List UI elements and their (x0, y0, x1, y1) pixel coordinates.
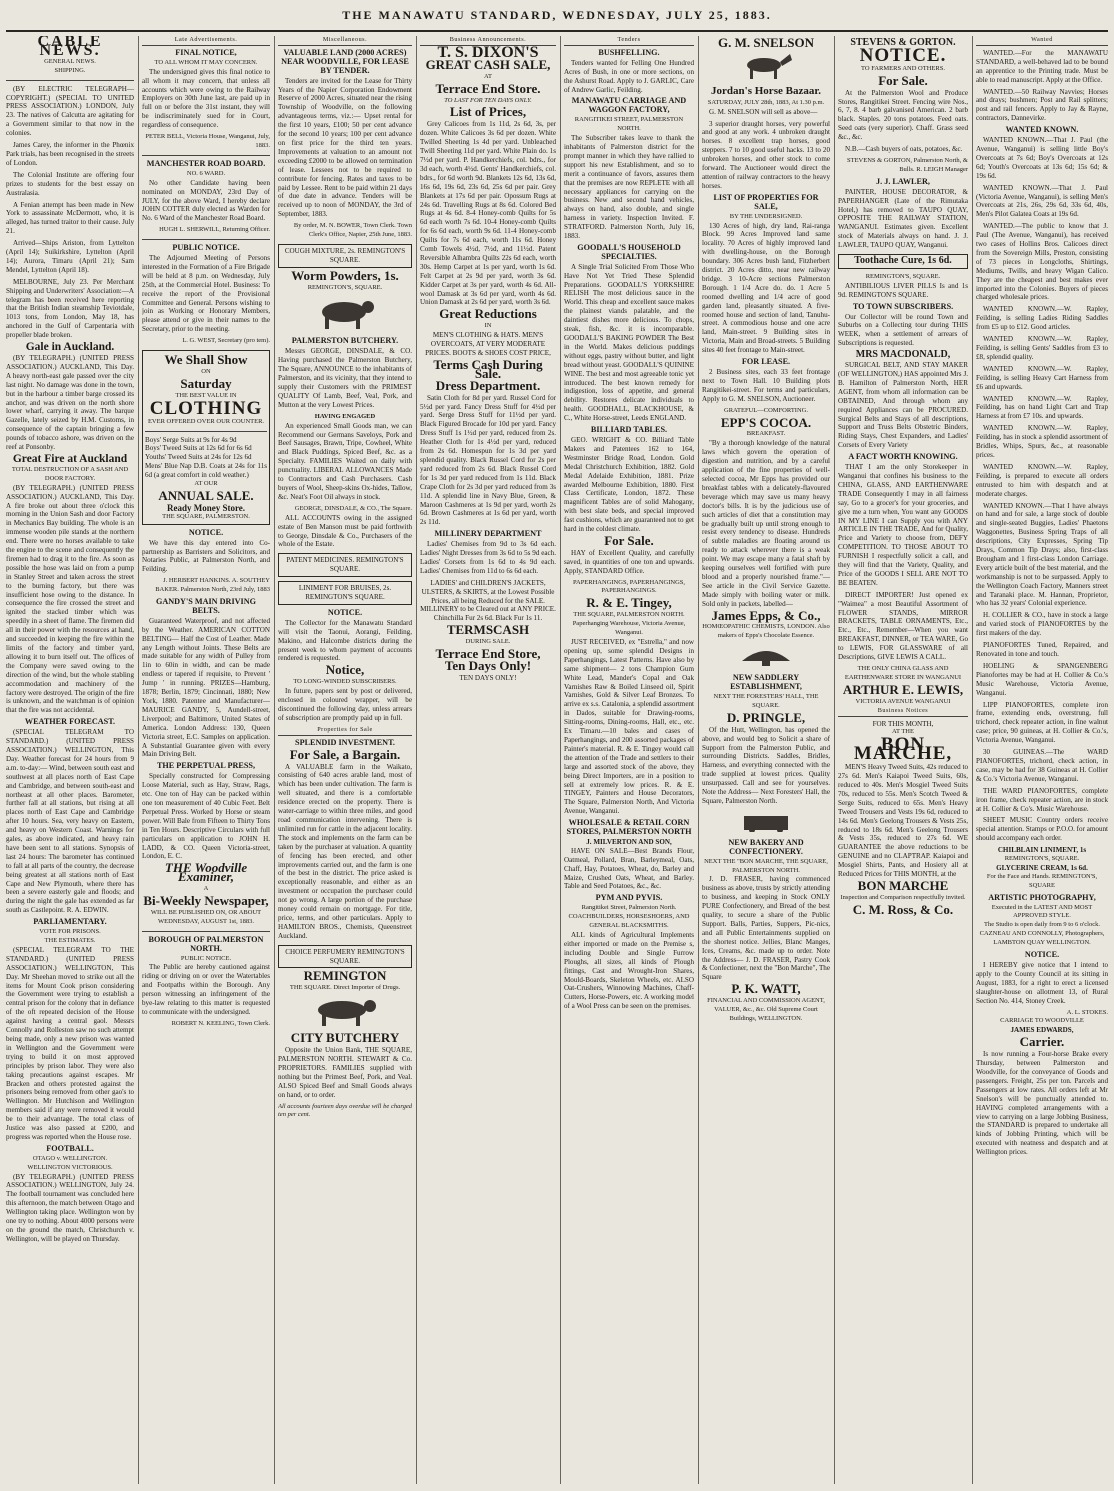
cow-engraving (278, 297, 412, 334)
goodall-text: A Single Trial Solicited From Those Who Have Not Yet Tried These Splendid Preparations. GOODALL'S YORKSHIRE RELISH The most delicious sauce in the World. This cheap and excellent sauce makes the plainest viands palatable, and the daintiest dishes more delicious. To chops, steak, fish, &c. it is incomparable. GOODALL'S BAKING POWDER The Best in the World. Makes delicious puddings without eggs, pastry without butter, and light bread without yeast. GOODALL'S QUININE WINE. The best and most agreeable tonic yet introduced. The best known remedy for indigestion, loss of appetite, and general debility. Restores delicate individuals to health. GOODHALL, BLACKHOUSE, & C., White Horse-street, Leeds ENGLAND. (564, 262, 694, 423)
mens-clothing: MEN'S CLOTHING & HATS. MEN'S OVERCOATS, AT VERY MODERATE PRICES. BOOTS & SHOES COST PRICE, (425, 331, 551, 357)
ten-days: Ten Days Only! (444, 658, 532, 673)
ross-co: C. M. Ross, & Co. (852, 901, 954, 917)
column-business: Business Announcements. T. S. DIXON'S GREAT CASH SALE, AT Terrace End Store. TO LAST FOR TEN DAYS ONLY. List of Prices, Grey Calicoes from 1s 11d, 2s 6d, 3s, per dozen. White Calicoes 3s 6d per dozen. White Twilled Sheeting 1s 4d per yard. Unbleached Twill Sheeting 11d per yard. White Plain do. 1s 7½d per yard. P. Handkerchiefs, col. bdrs., for 3d each, worth 4½d. Gents' Handkerchiefs, col. bdrs., for 6d worth 9d. Blankets 12s 6d, 13s 6d, 16s 6d, 19s 6d, 23s 6d, 25s 6d per pair. Grey Blankets at 17s 6d per pair. Opossum Rugs at 24s 6d. Travelling Rugs at 8s 6d. Colored Bed Rugs at 4s 6d. 8-4 Honey-comb Quilts for 5s 6d each worth 7s 6d. 10-4 Honey-comb Quilts for 6s 6d each, worth 9s 6d. 11-4 Honey-comb Quilts for 7s 6d each, worth 11s 6d. Honey Comb Towels 4½d, 7½d, and 11½d. Patent Reversible Alhambra Quilts 22s 6d each, worth 30s. Hemp Carpet at 1s per yard, worth 1s 6d. Felt Carpet at 2s 9d per yard, worth 3s 6d. Kidder Carpet at 3s per yard, worth 4s 6d. All-wool Damask at 3s 6d per yard, worth 4s 6d. Union Damask at 2s 6d per yard, worth 3s 6d. Great Reductions IN MEN'S CLOTHING & HATS. MEN'S OVERCOATS, AT VERY MODERATE PRICES. BOOTS & SHOES COST PRICE, Terms Cash During Sale. Dress Department. Satin Cloth for 8d per yard. Russel Cord for 5½d per yard. Fancy Dress Stuff for 4½d per yard. Serge Dress Stuff for 11½d per yard. Black Figured Brocade for 10d per yard. Fancy Dress Stuff 1s 1½d per yard, reduced from 2s. Heather Cloth for 1s 4½d per yard, reduced from 2s 6d. Homespun for 1s 3d per yard splendid quality. Black Russel Cord for 2s per yard reduced from 2s 6d. Black Russel Cord for 1s 3d per yard reduced from 1s 11d. Black Crape Cloth for 2s 3d per yard reduced from 3s 11d. A splendid line in Navy Blue, Green, & Maroon Cashmeres at 1s 9d per yard, worth 2s 6d. Brown Cashmeres at 1s 6d per yard, worth 2s 11d. MILLINERY DEPARTMENT Ladies' Chemises from 9d to 3s 6d each. Ladies' Night Dresses from 3s 6d to 5s 9d each. Ladies' Corsets from 1s 6d to 4s 9d each. Ladies' Chemises from 11d to 6s 6d each. LADIES' and CHILDREN'S JACKETS, ULSTERS, & SKIRTS, at the Lowest Possible Prices, all being Reduced for the SALE. MILLINERY to be Cleared out at ANY PRICE. Chinchilla Fur 2s 6d. Black Fur 1s 11. TERMSCASH DURING SALE. Terrace End Store, Ten Days Only! TEN DAYS ONLY! (420, 36, 556, 682)
cough-mixture: COUGH MIXTURE, 2s. REMINGTON'S SQUARE. (278, 244, 412, 268)
suit-line: Boys' Tweed Suits at 12s 6d for 6s 6d (145, 444, 252, 453)
great-reductions: Great Reductions (439, 306, 537, 322)
road-board-sig: HUGH L. SHERWILL, Returning Officer. (159, 226, 270, 234)
suit-line: Youths' Tweed Suits at 24s for 12s 6d (145, 453, 252, 462)
clothing-ad: We Shall Show ON Saturday THE BEST VALUE IN CLOTHING EVER OFFERED OVER OUR COUNTER. Boys' Serge Suits at 9s for 4s 9d Boys' Tweed Suits at 12s 6d for 6s 6d Youths' Tweed Suits at 24s for 12s 6d Mens' Blue Nap D.B. Coats at 24s for 11s 6d (a great comfort in cold weather.) AT OUR ANNUAL SALE. Ready Money Store. THE SQUARE, PALMERSTON. (142, 350, 270, 525)
fire-heading: Great Fire at Auckland (12, 452, 128, 465)
column-wanted: Wanted WANTED.—For the MANAWATU STANDARD, a well-behaved lad to be bound an apprentice to the Printing trade. Must be able to read manuscript. Apply at the Office. WANTED.—50 Railway Navvies; Horses and drays; bushmen; Post and Rail splitters; post and rail fencers. Apply to Jay & Rayne, contractors, Dannevirke. WANTED KNOWN. WANTED KNOWN.—That J. Paul (the Avenue, Wanganui) is selling little Boy's Overcoats at 7s 6d; Boy's Overcoats at 12s 6d; Youth's Overcoats at 13s 6d; 15s 6d; & 19s 6d. WANTED KNOWN.—That J. Paul (Victoria Avenue, Wanganui), is selling Men's Overcoats at 21s, 26s, 29s 6d, 33s 6d, 40s, Men's Pilot Galatea Coats at 19s 6d. WANTED.—The public to know that J. Paul (The Avenue, Wanganui), has received two cases of Hollins Bros. Calicoes direct from the Sovereign Mills, Preston, consisting of 73 pieces in Longcloths, Shirtings, Mediums, Twills, and heavy Wigan Calico. They are the cheapest and best makes ever imported into the Colonies. Buyers of pieces charged wholesale prices. WANTED KNOWN.—W. Rapley, Feilding, is selling Ladies Riding Saddles from £5 up to £12. Good articles. WANTED KNOWN.—W. Rapley, Feilding, is selling Gents' Saddles from £3 to £8, splendid quality. WANTED KNOWN.—W. Rapley, Feilding, is selling Heavy Cart Harness from £6 and upwards. WANTED KNOWN.—W. Rapley, Feilding, has on hand Light Cart and Trap Harness at from £7 10s. and upwards. WANTED KNOWN.—W. Rapley, Feilding, has in stock a splendid assortment of Bridles, Whips, Spurs, &c., at reasonable prices. WANTED KNOWN.—W. Rapley, Feilding, is prepared to execute all orders entrusted to him with despatch and at moderate charges. WANTED KNOWN.—That I have always on hand and for sale, a large stock of double and single-seated Buggies, Ladies' Phaetons Waggonettes, Business Spring Traps of all descriptions, City Expresses, Spring Tip Drays, Common Tip Drays; also, first-class Brougham and 1 first-class London Carriage. Every article built of the best material, and the workmanship is not to be surpassed. Apply to the Wellington Coach Factory, Manners street and Taranaki place. M. Hannan, Proprietor, who has 32 years' Colonial experience. H. COLLIER & CO., have in stock a large and varied stock of PIANOFORTES by the first makers of the day. PIANOFORTES Tuned, Repaired, and Renovated in tone and touch. HOELING & SPANGENBERG Pianofortes may be had at H. Collier & Co.'s Music Warehouse, Victoria Avenue, Wanganui. LIPP PIANOFORTES, complete iron frame, extending ends, overstrung, full trichord, check repeater action, in fine walnut case; price, 90 guineas, at H. Collier & Co.'s, Victoria Avenue, Wanganui. 30 GUINEAS.—The WARD PIANOFORTES, trichord, check action, in case, may be had for 38 Guineas at H. Collier & Co.'s Victoria Avenue, Wanganui. THE WARD PIANOFORTES, complete iron frame, check repeater action, are in stock at H. Collier & Co's. Music Warehouse. SHEET MUSIC Country orders receive special attention. Stamps or P.O.O. for amount should accompany each order. CHILBLAIN LINIMENT, 1s REMINGTON'S, SQUARE. GLYCERINE CREAM, 1s 6d. For the Face and Hands. REMINGTON'S, SQUARE ARTISTIC PHOTOGRAPHY, Executed in the LATEST AND MOST APPROVED STYLE. The Studio is open daily from 9 to 6 o'clock. CAZNEAU AND CONNOLLY, Photographers, LAMBTON QUAY WELLINGTON. NOTICE. I HEREBY give notice that I intend to apply to the County Council at its sitting in August, 1883, for a right to erect a licensed slaughter-house on allotment 13, of Rural Section No. 414, Stoney Creek. A. L. STOKES. CARRIAGE TO WOODVILLE JAMES EDWARDS, Carrier. Is now running a Four-horse Brake every Thursday, between Palmerston and Woodville, for the conveyance of Goods and passengers. Freight, 25s per ton. Parcels and Passengers at low rates. All orders left at Mr Snelson's will be punctually attended to. HAVING completed arrangements with a view to carrying on a large Jobbing Business, the STANDARD is prepared to undertake all kinds of Jobbing Printing, which will be executed with neatness and despatch and at Wellington prices. (976, 36, 1108, 1157)
notice-title: NOTICE. (188, 527, 224, 537)
fact-text: THAT I am the only Storekeeper in Wanganui that confines his business to the CHINA, GLASS, AND EARTHENWARE TRADE Consequently I may in all fairness say, Go to a grocer's for your groceries, and give me a turn when, You want any GOODS IN MY LINE I can Supply you with ANY ARTICLE IN THE TRADE, And for Quality, Price and Variety to choose from, DEFY COMPETITION. TO THOSE ABOUT TO FURNISH I respectfully solicit a call, and they will find that the Variety, Quality, and Price of the GOODS I SELL ARE NOT TO BE BEATEN. (838, 463, 968, 587)
gale-article: (BY TELEGRAPH.) (UNITED PRESS ASSOCIATION.) AUCKLAND, This Day. A heavy north-east gale passed over the city last night. No damage was done in the town, but in the harbour a timber barge crossed its anchor, and was driven on the north shore lower wharf, carrying it away. The barque Gazelle, lately seized by H.M. Customs, in consequence of the captain bringing a few pounds of tobacco ashore, was driven on the reef at Ponsonby. (6, 354, 134, 452)
dixons: T. S. DIXON'S (437, 43, 539, 61)
arthur-lewis: ARTHUR E. LEWIS, (842, 681, 964, 697)
road-board-sub: NO. 6 WARD. (186, 169, 226, 177)
toothache-cure: Toothache Cure, 1s 6d. (838, 254, 968, 269)
saddle-engraving (702, 645, 830, 670)
parl-sub2: THE ESTIMATES. (44, 937, 96, 944)
parl-article: (SPECIAL TELEGRAM TO THE STANDARD.) (UNITED PRESS ASSOCIATION.) WELLINGTON, This Day. Mr Sheehan moved to strike out all the items for Mount Cook prison considering the Government were trying to establish a central prison for the colony that in defiance of the oft repeated decision of the House against having a central gaol. Messrs Connolly and Rolleston saw no such attempt being made, only a new prison was wanted in Wellington and the Government were trying to build it on most approved principles by prison labor. They were also taking precautions against escapes. Mr Bracken and others protested against the prisoners being removed from other gao's to Wellington. Mr Hutchison and Wellington members said if any were removed it would be to their advantage. The total class of Justice was also passed at £200, and progress was reported when the House rose. (6, 945, 134, 1141)
carrier: Carrier. (1019, 1034, 1065, 1050)
masthead-title: THE MANAWATU STANDARD, WEDNESDAY, JULY 25, 1883. (342, 8, 772, 22)
press-title: THE PERPETUAL PRESS, (156, 761, 256, 771)
accounts-text: ALL ACCOUNTS owing in the assigned estate of Ben Manson must be paid forthwith to George, Dinsdale & Co., Purchasers of the whole of the Estate. (278, 513, 412, 549)
public-notice-text: The Adjourned Meeting of Persons interested in the Formation of a Fire Brigade will be held at 8 p.m. on Wednesday, July 25th, at the Commercial Hotel. Business: To receive the report of the Provisional Committee and General. Persons wishing to join as Working or Honorary Members, please attend or give in their names to the Secretary, prior to the meeting. (142, 254, 270, 334)
press-text: Specially constructed for Compressing Loose Material, such as Hay, Straw, Rags, etc. One ton of Hay can be packed within one ton measurement of 40 Cubic Feet. Belt Perpetual Press. Worked by Horse or steam power. Will Bale from Fifteen to Thirty Tons in Ten Hours. Descriptive Circulars with full particulars on application to JOHN H. LADD, & CO. Queen Victoria-street, London, E. C. (142, 772, 270, 861)
borough-sig: ROBERT N. KEELING, Town Clerk. (171, 1019, 270, 1027)
worm-powders: Worm Powders, 1s. (291, 267, 399, 283)
butchery-text2: An experienced Small Goods man, we can Recommend our Germans Saveloys, Pork and Beef Sausages, Brawn, Tripe, Cowheel, White and Black Puddings, Spiced Beef, &c. as a Specialty. FAMILIES Waited on daily with punctuality. LIBERAL ALLOWANCES Made to Contractors and Cash Purchasers. Cash buyers of Wool, Sheep-skins Ox-hides, Tallow, &c. Neat's Foot Oil always in stock. (278, 421, 412, 501)
belts-title: GANDY'S MAIN DRIVING BELTS. (155, 597, 257, 615)
properties-title: LIST OF PROPERTIES FOR SALE, (713, 192, 819, 211)
bakery-engraving (702, 810, 830, 835)
football-sub: OTAGO v. WELLINGTON. (32, 1154, 108, 1162)
belts-text: Guaranteed Waterproof, and not affected by the Weather. AMERICAN COTTON BELTING— Half the Cost of Leather. Made any Length without Joints. These Belts are made suitable for any width of Pulley from 1in to 60in in width, and can be made endless or tapered if requisite, to Prevent ' Jump ' in running. PRIZES—Hamburg, 1878; Berlin, 1879; Cincinnati, 1880; New York, 1880. Patentee and Manufacturer—MAURICE GANDY, 5, Aundell-street, Liverpool; and Baltimore, United States of America. London Address: 130, Queen Victoria street, E.C. Samples on application. A Substantial Guarantee given with every Main Driving Belt. (142, 616, 270, 759)
public-notice-title: PUBLIC NOTICE. (172, 243, 240, 253)
jordan-bazaar: Jordan's Horse Bazaar. (711, 84, 821, 97)
tingey-text: JUST RECEIVED, ex "Estrella," and now opening up, some splendid Designs in Paperhangings, Latest Patterns. Have also by same shipment— 2 tons Champion Gum White Lead, Mander's Copal and Oak Varnishes Raw & Boiled Linseed oil, Spirit Varnishes, Gold & Silver Leaf Bronzes. To arrive ex s.s. Catalonia, a splendid assortment in Dados, suitable for Drawing-rooms, Sitting-rooms, Dining-rooms, Hall, etc., etc. Ex Timaru.—10 bales and cases of Paperhangings, and 200 assorted packages of Painter's material. R. & E. Tingey would call the attention of the Trade and settlers to their large and assorted stock of the above, they being Direct Importers, are in a position to sell at extremely low prices. R. & E. TINGEY, Painters and House Decorators, The Square, Palmerston North, And Victoria Avenue, Wanganui. (564, 638, 694, 816)
article-paragraph: MELBOURNE, July 23. Per Merchant Shipping and Underwriters' Association:—A telegram has been received here reporting that the British Indian steamship Teviotdale, 1013 tons, from London, May 18, has anchored in the Gulf of Carpentaria with propeller blade broken. (6, 277, 134, 340)
borough-text: The Public are hereby cautioned against riding or driving on or over the Watertables and Footpaths within the Borough. Any person witnessing an infringement of the bye-law relating to this matter is requested to communicate with the undersigned. (142, 963, 270, 1016)
football-heading: FOOTBALL. (46, 1143, 94, 1153)
football-sub2: WELLINGTON VICTORIOUS. (27, 1163, 113, 1171)
ox-engraving (278, 997, 412, 1030)
watt: P. K. WATT, (731, 981, 801, 997)
lawler-text: PAINTER, HOUSE DECORATOR, & PAPERHANGER (Late of the Rimutaka Hotel,) has removed to TAUPO QUAY, OPPOSITE THE RAILWAY STATION, WANGANUI. Estimates given. Excellent stock of Materials always on hand. J. J. LAWLER, TAUPO QUAY, Wanganui. (838, 187, 968, 250)
column-divider (834, 36, 835, 1484)
city-butchery: CITY BUTCHERY (290, 1030, 400, 1046)
land-title: VALUABLE LAND (2000 ACRES) NEAR WOODVILLE, FOR LEASE BY TENDER. (281, 47, 409, 75)
terrace-end: Terrace End Store. (435, 80, 541, 96)
notice2-text: In future, papers sent by post or delivered, enclosed in coloured wrapper, will be discontinued the following day, unless arrears of subscription are promptly paid up in full. (278, 687, 412, 722)
column-divider (972, 36, 973, 1484)
notice-text: We have this day entered into Co-partnership as Barristers and Solicitors, and Notaries Public, at Palmerston North, and Feilding. (142, 538, 270, 574)
epps-text: "By a thorough knowledge of the natural laws which govern the operation of digestion and nutrition, and by a careful application of the fine properties of well-selected cocoa, Mr Epps has provided our breakfast tables with a delicately-flavoured beverage which may save us many heavy doctor's bills. It is by the judicious use of such articles of diet that a constitution may be gradually built up until strong enough to resist every tendency to disease. Hundreds of subtle maladies are floating around us ready to attack wherever there is a weak point. We may escape many a fatal shaft by keeping ourselves well fortified with pure blood and a properly nourished frame."—See article in the Civil Service Gazette. Made simply with boiling water or milk. Sold only in packets, labelled— (702, 439, 830, 608)
terms-cash: Terms Cash During Sale. (433, 356, 543, 381)
column-tenders: Tenders BUSHFELLING. Tenders wanted for Felling One Hundred Acres of Bush, in one or more sections, on the Ashurst Road. Apply to J. GARLIC, Care of Andrew Garlic, Feilding. MANAWATU CARRIAGE AND WAGGON FACTORY, RANGITIKEI STREET, PALMERSTON NORTH. The Subscriber takes leave to thank the inhabitants of Palmerston district for the prompt manner in which they have rallied to support his new Establishment, and so to merit a continuance of favors, assures them that the premises are now REPLETE with all necessary appliances for carrying on the business. New and second hand vehicles, always on hand, also double, and single harness in variety. Inspection Invited. F. STRATFORD. Palmerston North, July 16, 1883. GOODALL'S HOUSEHOLD SPECIALTIES. A Single Trial Solicited From Those Who Have Not Yet Tried These Splendid Preparations. GOODALL'S YORKSHIRE RELISH The most delicious sauce in the World. This cheap and excellent sauce makes the plainest viands palatable, and the daintiest dishes more delicious. To chops, steak, fish, &c. it is incomparable. GOODALL'S BAKING POWDER The Best in the World. Makes delicious puddings without eggs, pastry without butter, and light bread without yeast. GOODALL'S QUININE WINE. The best and most agreeable tonic yet introduced. The best known remedy for indigestion, loss of appetite, and general debility. Restores delicate individuals to health. GOODHALL, BLACKHOUSE, & C., White Horse-street, Leeds ENGLAND. BILLIARD TABLES. GEO. WRIGHT & CO. Billiard Table Makers and Patentees 162 to 164, Westminster Bridge Road, London. Gold Medal Christchurch Exhibition, 1882. Gold Medal Adelaide Exhibition, 1881. Prize awarded Melbourne Exhibition, 1880. First Class Certificate, London, 1872. These magnificent Tables are of solid Mahogany, with best slate beds, and special improved fast cushions, which are guaranteed not to get hard in the coldest climate. For Sale. HAY of Excellent Quality, and carefully saved, in quantities of one ton and upwards. Apply, STANDARD Office. PAPERHANGINGS, PAPERHANGINGS, PAPERHANGINGS. R. & E. Tingey, THE SQUARE, PALMERSTON NORTH. Paperhanging Warehouse, Victoria Avenue, Wanganui. JUST RECEIVED, ex "Estrella," and now opening up, some splendid Designs in Paperhangings, Latest Patterns. Have also by same shipment— 2 tons Champion Gum White Lead, Mander's Copal and Oak Varnishes Raw & Boiled Linseed oil, Spirit Varnishes, Gold & Silver Leaf Bronzes. To arrive ex s.s. Catalonia, a splendid assortment in Dados, suitable for Drawing-rooms, Sitting-rooms, Dining-rooms, Hall, etc., etc. Ex Timaru.—10 bales and cases of Paperhangings, and 200 assorted packages of Painter's material. R. & E. Tingey would call the attention of the Trade and settlers to their large and assorted stock of the above, they being Direct Importers, are in a position to sell at extremely low prices. R. & E. TINGEY, Painters and House Decorators, The Square, Palmerston North, And Victoria Avenue, Wanganui. WHOLESALE & RETAIL CORN STORES, PALMERSTON NORTH J. MILVERTON AND SON, HAVE ON SALE—Best Brands Flour, Oatmeal, Pollard, Bran, Barleymeal, Oats, Chaff, Hay, Potatoes, Wheat, do, Barley and Maize, Crushed Oats, Wheat, and Barley. Table and Seed Potatoes, &c., &c. PYM AND PYVIS. Rangitikei Street, Palmerston North. COACHBUILDERS, HORSESHOERS, AND GENERAL BLACKSMITHS. ALL kinds of Agricultural Implements either imported or made on the Premise s, including Double and Single Furrow Ploughs, all sizes, all kinds of Plough fittings, Cast and Wrought-Iron Shares, Mould-Boards, Skeleton Wheels, etc. ALSO Oat-Crushers, Winnowing Machines, Chaff-Cutters, Horse-Powers, etc. A working model of a Wool Press can be seen on the premises. (564, 36, 694, 1011)
football-article: (BY TELEGRAPH.) (UNITED PRESS ASSOCIATION.) WELLINGTON, July 24. The football tournament was concluded here this afternoon, the match between Otago and Wellington taking place. Wellington won by one try to nothing. About 4000 persons were on the ground the match, Christchurch v. Wellington, will be played on Thursday. (6, 1172, 134, 1243)
wanted-header: Wanted (976, 36, 1108, 46)
snelson-title: G. M. SNELSON (717, 36, 815, 50)
great-cash-sale: GREAT CASH SALE, (425, 56, 551, 72)
column-late-ads: Late Advertisements. FINAL NOTICE, TO ALL WHOM IT MAY CONCERN. The undersigned gives this final notice to all whom it may concern, that unless all accounts which were owing to the Railway Employers on 30th June last, are paid up in full on or before the 31st instant, they will be indiscriminately sued for in Court, regardless of consequence. PETER BELL, Victoria House, Wanganui, July, 1883. MANCHESTER ROAD BOARD. NO. 6 WARD. No other Candidate having been nominated on MONDAY, 23rd Day of JULY, for the above Ward, I hereby declare JOHN COTTER duly elected as Warden for No. 6 Ward of the Manchester Road Board. HUGH L. SHERWILL, Returning Officer. PUBLIC NOTICE. The Adjourned Meeting of Persons interested in the Formation of a Fire Brigade will be held at 8 p.m. on Wednesday, July 25th, at the Commercial Hotel. Business: To receive the report of the Provisional Committee and General. Persons wishing to join as Working or Honorary Members, please attend or give in their names to the Secretary, prior to the meeting. L. G. WEST, Secretary (pro tem). We Shall Show ON Saturday THE BEST VALUE IN CLOTHING EVER OFFERED OVER OUR COUNTER. Boys' Serge Suits at 9s for 4s 9d Boys' Tweed Suits at 12s 6d for 6s 6d Youths' Tweed Suits at 24s for 12s 6d Mens' Blue Nap D.B. Coats at 24s for 11s 6d (a great comfort in cold weather.) AT OUR ANNUAL SALE. Ready Money Store. THE SQUARE, PALMERSTON. NOTICE. We have this day entered into Co-partnership as Barristers and Solicitors, and Notaries Public, at Palmerston North, and Feilding. J. HERBERT HANKINS. A. SOUTHEY BAKER. Palmerston North, 23rd July, 1883 GANDY'S MAIN DRIVING BELTS. Guaranteed Waterproof, and not affected by the Weather. AMERICAN COTTON BELTING— Half the Cost of Leather. Made any Length without Joints. These Belts are made suitable for any width of Pulley from 1in to 60in in width, and can be made endless or tapered if requisite, to Prevent ' Jump ' in running. PRIZES—Hamburg, 1878; Berlin, 1879; Cincinnati, 1880; New York, 1880. Patentee and Manufacturer—MAURICE GANDY, 5, Aundell-street, Liverpool; and Baltimore, United States of America. London Address: 130, Queen Victoria street, E.C. Samples on application. A Substantial Guarantee given with every Main Driving Belt. THE PERPETUAL PRESS, Specially constructed for Compressing Loose Material, such as Hay, Straw, Rags, etc. One ton of Hay can be packed within one ton measurement of 40 Cubic Feet. Belt Perpetual Press. Worked by Horse or steam power. Will Bale from Fifteen to Thirty Tons in Ten Hours. Descriptive Circulars with full particulars on application to JOHN H. LADD, & CO. Queen Victoria-street, London, E. C. THE Woodville Examiner, A Bi-Weekly Newspaper, WILL BE PUBLISHED ON, OR ABOUT WEDNESDAY, AUGUST 1st, 1883. BOROUGH OF PALMERSTON NORTH. PUBLIC NOTICE. The Public are hereby cautioned against riding or driving on or over the Watertables and Footpaths within the Borough. Any person witnessing an infringement of the bye-law relating to this matter is requested to communicate with the undersigned. ROBERT N. KEELING, Town Clerk. (142, 36, 270, 1027)
billiard-title: BILLIARD TABLES. (590, 425, 668, 435)
fire-article: (BY TELEGRAPH.) (UNITED PRESS ASSOCIATION.) AUCKLAND, This Day. A fire broke out about three o'clock this morning in the Union Sash and door Factory in Mechanics Bay building. The whole is an immense wooden pile stands at the northern end. There were no horses available to take the engine to the scene and consequently the firemen had to drag it to the fire. As soon as possible the hose was laid on from a pump in Stanley Street and taken across the street to the burning factory, but there was insufficient hose owing to the distance. In consequence the fire crossed the street and ignited the stacked timber which was speedily in a sheet of flame. The firemen did all in their power with the resources at hand, and succeeded in keeping the fire within the limits of the factory and timber yard, allowing it to burn itself out. The offices of the Company were saved owing to the direction of the wind, but the whole stabling accommodation and machinery of the factory were destroyed. The origin of the fire is unknown, and the watchman is of opinion that the fire was not accidental. (6, 483, 134, 715)
list-of-prices: List of Prices, (449, 104, 527, 120)
notice-heading: NOTICE. (859, 44, 947, 66)
notice2-title: Notice, (325, 662, 365, 678)
saturday: Saturday (180, 375, 232, 391)
properties-header: Properties for Sale (278, 726, 412, 736)
weather-article: (SPECIAL TELEGRAM TO STANDARD.) (UNITED PRESS ASSOCIATION.) WELLINGTON, This Day. Weather forecast for 24 hours from 9 a.m. to-day:— Wind, between south east and southwest at all places north of East Cape and Cambridge, and between south-east and northeast at all other places. Barometer, further fall at all stations, but rising at all places north of East Cape and Cambridge after 10 hours. Sea, very heavy on Eastern, and heavy on Western Coast. Warnings for gales, as above indicated, and heavy rain have been sent to all stations. Synopsis of last 24 hours: The barometer has continued to fall at all parts of the country, the decrease being greatest at all stations north of East Cape and New Plymouth, where there has been a severe easterly gale and floods; and during the night the gale has extended as far south as Castlepoint. R. A. EDWIN. (6, 728, 134, 915)
late-ads-header: Late Advertisements. (142, 36, 270, 46)
bushfelling-title: BUSHFELLING. (598, 47, 660, 57)
billiard-text: GEO. WRIGHT & CO. Billiard Table Makers and Patentees 162 to 164, Westminster Bridge Road, London. Gold Medal Christchurch Exhibition, 1882. Gold Medal Adelaide Exhibition, 1881. Prize awarded Melbourne Exhibition, 1880. First Class Certificate, London, 1872. These magnificent Tables are of solid Mahogany, with best slate beds, and special improved fast cushions, which are guaranteed not to get hard in the coldest climate. (564, 435, 694, 534)
land-sig: By order, M. N. BOWER, Town Clerk. Town Clerk's Office, Napier, 25th June, 1883. (293, 222, 412, 239)
column-divider (138, 36, 139, 1484)
fire-subheading: TOTAL DESTRUCTION OF A SASH AND DOOR FACTORY. (11, 465, 129, 482)
carriage-title: MANAWATU CARRIAGE AND WAGGON FACTORY, (571, 96, 687, 115)
final-notice-sub: TO ALL WHOM IT MAY CONCERN. (154, 58, 258, 66)
notice-text: The Collector for the Manawatu Standard will visit the Taonui, Aorangi, Feilding, Makino, and Halcombe districts during the present week to whom payment of accounts rendered is requested. (278, 618, 412, 663)
article-paragraph: James Carey, the informer in the Phœnix Park trials, has been recognised in the streets of London. (6, 141, 134, 167)
shipping-sub: SHIPPING. (54, 66, 86, 74)
road-board-title: MANCHESTER ROAD BOARD. (146, 158, 266, 168)
general-news-sub: GENERAL NEWS. (44, 57, 96, 65)
column-divider (274, 36, 275, 1484)
column-stevens: STEVENS & GORTON. NOTICE. TO FARMERS AND OTHERS. For Sale. At the Palmerston Wool and Produce Stores, Rangitikei Street. Fencing wire Nos., 6, 7, 8. 4 barb galvanised American. 2 barb black. Staples. 20 tons potatoes. Feed oats. Seed oats (very superior). Chaff. Grass seed &c., &c. N.B.—Cash buyers of oats, potatoes, &c. STEVENS & GORTON, Palmerston North, & Bulls. R. LEIGH Manager J. J. LAWLER, PAINTER, HOUSE DECORATOR, & PAPERHANGER (Late of the Rimutaka Hotel,) has removed to TAUPO QUAY, OPPOSITE THE RAILWAY STATION, WANGANUI. Estimates given. Excellent stock of Materials always on hand. J. J. LAWLER, TAUPO QUAY, Wanganui. Toothache Cure, 1s 6d. REMINGTON'S, SQUARE. ANTIBILIOUS LIVER PILLS Is and 1s 9d. REMINGTON'S SQUARE. TO TOWN SUBSCRIBERS. Our Collector will be round Town and Suburbs on a Collecting tour during THIS WEEK, when a settlement of arrears of Subscriptions is requested. MRS MACDONALD, SURGICAL BELT, AND STAY MAKER (OF WELLINGTON,) HAS appointed Mrs J. B. Hamilton of Palmerston North, HER AGENT, from whom all information can be OBTAINED, And through whom any required Appliances can be PROCURED. Surgical Belts and Stays of all descriptions, Support and Truss Belts Obstetric Binders, Riding Stays, Chest Expanders, and Ladies' Corsets of Every Variety A FACT WORTH KNOWING. THAT I am the only Storekeeper in Wanganui that confines his business to the CHINA, GLASS, AND EARTHENWARE TRADE Consequently I may in all fairness say, Go to a grocer's for your groceries, and give me a turn when, You want any GOODS IN MY LINE I can Supply you with ANY ARTICLE IN THE TRADE, And for Quality, Price and Variety to choose from, DEFY COMPETITION. TO THOSE ABOUT TO FURNISH I respectfully solicit a call, and they will find that the Variety, Quality, and Price of the GOODS I SELL ARE NOT TO BE BEATEN. DIRECT IMPORTER! Just opened ex "Waimea" a most Beautiful Assortment of FLOWER STANDS, MIRROR BRACKETS, TABLE ORNAMENTS, Etc., Etc., Etc., Remember—When you want BREAKFAST, DINNER, or TEA WARE, Go to LEWIS, FOR GLASSWARE of all Descriptions, GIVE LEWIS A CALL. THE ONLY CHINA GLASS AND EARTHENWARE STORE IN WANGANUI ARTHUR E. LEWIS, VICTORIA AVENUE WANGANUI Business Notices FOR THIS MONTH, AT THE BON MARCHE, MEN'S Heavy Tweed Suits, 42s reduced to 27s 6d. Men's Kaiapoi Tweed Suits, 60s, reduced to 40s. Men's Mosgiel Tweed Suits 70s, reduced to 55s. Men's Scotch Tweed & Serge Suits, reduced to 65s. Men's Heavy Tweed Trousers and Vests 19s 6d, reduced to 14s 6d. Men's Geelong Trousers & Vests 25s, reduced to 18s 6d. Men's Geelong Trousers & Vests 35s, reduced to 27s 6d. WE GUARANTEE the above reductions to be GENUINE and no CLAPTRAP. Kaiapoi and Mosgiel Shirts, Pants, and Hosiery all at Reduced Prices for THIS MONTH, at the BON MARCHE Inspection and Comparison respectfully invited. C. M. Ross, & Co. (838, 37, 968, 917)
millinery-list: Ladies' Chemises from 9d to 3s 6d each. Ladies' Night Dresses from 3s 6d to 5s 9d each. Ladies' Corsets from 1s 6d to 4s 9d each. Ladies' Chemises from 11d to 6s 6d each. (420, 540, 556, 575)
suit-line: Boys' Serge Suits at 9s for 4s 9d (145, 435, 237, 444)
liniment: LINIMENT FOR BRUISES, 2s. REMINGTON'S SQUARE. (278, 581, 412, 605)
horses-list: 3 superior draught horses, very powerful and good at any work. 4 unbroken draught horses. 8 excellent trap horses, good steppers. 7 to 10 good useful hacks. 13 to 20 unbroken horses, and other stock to come forward. The Auctioneer would direct the attention of railway contractors to the heavy horses. (702, 119, 830, 190)
column-divider (698, 36, 699, 1484)
property-text: A VALUABLE farm in the Waikato, consisting of 640 acres arable land, most of which has been under cultivation. The farm is well situated, and there is a comfortable residence erected on the property. There is water-carriage to within three miles, and good road communication intervening. There is unlimited run for cattle in the adjacent locality. The stock and implements on the farm can be taken by the purchaser at valuation. A quantity of fencing has been erected, and other improvements carried out, and the farm is one of the best in the district. The price asked is exceptionally reasonable, and either as an investment or occupation the purchaser could not go wrong. A large portion of the purchase money could remain on mortgage. For title, price, terms, and other particulars. Apply to HAMILTON BROS., Chemists, Queenstreet Auckland. (278, 762, 412, 940)
ready-money-store: Ready Money Store. (166, 502, 246, 513)
bargain: For Sale, a Bargain. (289, 746, 401, 762)
column-divider (416, 36, 417, 1484)
termscash: TERMSCASH (446, 622, 530, 638)
for-sale: For Sale. (604, 532, 654, 548)
article-paragraph: A Fenian attempt has been made in New York to assassinate McDermott, who, it is alleged, has turned traitor to their cause. July 21. (6, 200, 134, 236)
tingey: R. & E. Tingey, (586, 595, 672, 611)
parl-sub1: VOTE FOR PRISONS. (39, 928, 101, 936)
article-paragraph: The Colonial Institute are offering four prizes to students for the best essay on Australasia. (6, 170, 134, 197)
dress-list: Satin Cloth for 8d per yard. Russel Cord for 5½d per yard. Fancy Dress Stuff for 4½d per yard. Serge Dress Stuff for 11½d per yard. Black Figured Brocade for 10d per yard. Fancy Dress Stuff 1s 1½d per yard, reduced from 2s. Heather Cloth for 1s 4½d per yard, reduced from 2s 6d. Homespun for 1s 3d per yard splendid quality. Black Russel Cord for 2s per yard reduced from 2s 6d. Black Russel Cord for 1s 3d per yard reduced from 1s 11d. Black Crape Cloth for 2s 3d per yard reduced from 3s 11d. A splendid line in Navy Blue, Green, & Maroon Cashmeres at 1s 9d per yard, worth 2s 6d. Brown Cashmeres at 1s 6d per yard, worth 2s 11d. (420, 393, 556, 527)
notice-title: NOTICE. (327, 607, 363, 617)
bon-marche-items: MEN'S Heavy Tweed Suits, 42s reduced to 27s 6d. Men's Kaiapoi Tweed Suits, 60s, reduced to 40s. Men's Mosgiel Tweed Suits 70s, reduced to 55s. Men's Scotch Tweed & Serge Suits, reduced to 65s. Men's Heavy Tweed Trousers and Vests 19s 6d, reduced to 14s 6d. Men's Geelong Trousers & Vests 25s, reduced to 18s 6d. Men's Geelong Trousers & Vests 35s, reduced to 27s 6d. WE GUARANTEE the above reductions to be GENUINE and no CLAPTRAP. Kaiapoi and Mosgiel Shirts, Pants, and Hosiery all at Reduced Prices for THIS MONTH, at the (838, 763, 968, 879)
parliamentary-heading: PARLIAMENTARY. (33, 917, 107, 927)
suit-line: Mens' Blue Nap D.B. Coats at 24s for 11s 6d (a great comfort in cold weather.) (145, 462, 267, 480)
millinery-dept: MILLINERY DEPARTMENT (434, 529, 542, 539)
masthead-rule (6, 30, 1108, 32)
pringle: D. PRINGLE, (726, 709, 806, 725)
article-paragraph: (BY ELECTRIC TELEGRAPH—COPYRIGHT.) (SPECIAL TO UNITED PRESS ASSOCIATION.) LONDON, July 23. The natives of Calcutta are agitating for a Government similar to that now in the colonies. (6, 84, 134, 138)
epps-cocoa: EPP'S COCOA. (720, 414, 812, 430)
shall-show: We Shall Show (164, 352, 248, 368)
butchery-text: Messrs GEORGE, DINSDALE, & CO. Having purchased the Palmerston Butchery, The Square, ANNOUNCE to the inhabitants of Palmerston, and its vicinity, that they intend to supply their Customers with the PRIMEST QUALITY Of Lamb, Beef, Veal, Pork, and Mutton at the very Lowest Prices. (278, 347, 412, 409)
column-miscellaneous: Miscellaneous. VALUABLE LAND (2000 ACRES) NEAR WOODVILLE, FOR LEASE BY TENDER. Tenders are invited for the Lease for Thirty Years of the Napier Corporation Endowment Reserve of 2000 Acres, situated near the rising Township of Woodville, on the following advantageous terms, viz.:— Upset rental for the first 10 years, £100; 50 per cent advance for the second 10 years; 100 per cent advance on first price for the third ten years. Improvements at valuation to an amount not exceeding £2000 to be allowed on termination of lease. Lessees not to be required to contribute for fencing. Rates and taxes to be paid by Lessee. Rent to be paid within 21 days of due date in advance. Tenders will be received up to noon of MONDAY, the 3rd of September, 1883. By order, M. N. BOWER, Town Clerk. Town Clerk's Office, Napier, 25th June, 1883. COUGH MIXTURE, 2s. REMINGTON'S SQUARE. Worm Powders, 1s. REMINGTON'S, SQUARE. PALMERSTON BUTCHERY. Messrs GEORGE, DINSDALE, & CO. Having purchased the Palmerston Butchery, The Square, ANNOUNCE to the inhabitants of Palmerston, and its vicinity, that they intend to supply their Customers with the PRIMEST QUALITY Of Lamb, Beef, Veal, Pork, and Mutton at the very Lowest Prices. HAVING ENGAGED An experienced Small Goods man, we can Recommend our Germans Saveloys, Pork and Beef Sausages, Brawn, Tripe, Cowheel, White and Black Puddings, Spiced Beef, &c. as a Specialty. FAMILIES Waited on daily with punctuality. LIBERAL ALLOWANCES Made to Contractors and Cash Purchasers. Cash buyers of Wool, Sheep-skins Ox-hides, Tallow, &c. Neat's Foot Oil always in stock. GEORGE, DINSDALE, & CO., The Square. ALL ACCOUNTS owing in the assigned estate of Ben Manson must be paid forthwith to George, Dinsdale & Co., Purchasers of the whole of the Estate. PATENT MEDICINES. REMINGTON'S SQUARE. LINIMENT FOR BRUISES, 2s. REMINGTON'S SQUARE. NOTICE. The Collector for the Manawatu Standard will visit the Taonui, Aorangi, Feilding, Makino, and Halcombe districts during the present week to whom payment of accounts rendered is requested. Notice, TO LONG-WINDED SUBSCRIBERS. In future, papers sent by post or delivered, enclosed in coloured wrapper, will be discontinued the following day, unless arrears of subscription are promptly paid up in full. Properties for Sale SPLENDID INVESTMENT. For Sale, a Bargain. A VALUABLE farm in the Waikato, consisting of 640 acres arable land, most of which has been under cultivation. The farm is well situated, and there is a comfortable residence erected on the property. There is water-carriage to within three miles, and good road communication intervening. There is unlimited run for cattle in the adjacent locality. The stock and implements on the farm can be taken by the purchaser at valuation. A quantity of fencing has been erected, and other improvements carried out, and the farm is one of the best in the district. The price asked is exceptionally reasonable, and either as an investment or occupation the purchaser could not go wrong. A large portion of the purchase money could remain on mortgage. For title, price, terms, and other particulars. Apply to HAMILTON BROS., Chemists, Queenstreet Auckland. CHOICE PERFUMERY REMINGTON'S SQUARE. REMINGTON THE SQUARE. Direct Importer of Drugs. CITY BUTCHERY Opposite the Union Bank, THE SQUARE, PALMERSTON NORTH. STEWART & Co. PROPRIETORS. FAMILIES supplied with nothing but the Primest Beef, Pork, and Veal. ALSO Spiced Beef and Small Goods always on hand, or to order. All accounts fourteen days overdue will be charged ten per cent. (278, 36, 412, 1119)
wanted-known: WANTED KNOWN. (1005, 125, 1079, 135)
clothing: CLOTHING (149, 397, 263, 419)
carriage-text: The Subscriber takes leave to thank the inhabitants of Palmerston district for the prompt manner in which they have rallied to support his new Establishment, and so to merit a continuance of favors, assures them that the premises are now REPLETE with all necessary appliances for carrying on the business. New and second hand vehicles, always on hand, also double, and single harness in variety. Inspection Invited. F. STRATFORD. Palmerston North, July 16, 1883. (564, 134, 694, 241)
properties-list: 130 Acres of high, dry land, Rai-ranga Block. 99 Acres Improved land same locality. 70 Acres of highly improved land with dwelling-house, on the Borough boundary. 306 Acres bush land, Fitzherbert district. 20 Acres ditto, near new railway bridge. 3 10-Acre sections Palmerston Borough. 1 1/4 Acre do. do. 1 Acre 5 roomed dwelling and 1/4 acre of good garden land, pleasantly situated. A five-roomed house and section of land, Tanuhu-street. A commodious house and one acre land, Main-street. 9 Building sites in Victoria, Main and Broad-streets. 5 Building sites 40 feet frontage to Main-street. (702, 221, 830, 355)
final-notice-sig: PETER BELL, Victoria House, Wanganui, July, 1883. (145, 133, 270, 149)
gale-heading: Gale in Auckland. (25, 341, 115, 354)
remington: REMINGTON (303, 968, 387, 984)
final-notice-text: The undersigned gives this final notice to all whom it may concern, that unless all accounts which were owing to the Railway Employers on 30th June last, are paid up in full on or before the 31st instant, they will be indiscriminately sued for in Court, regardless of consequence. (142, 67, 270, 130)
horse-engraving (702, 52, 830, 83)
road-board-text: No other Candidate having been nominated on MONDAY, 23rd Day of JULY, for the above Ward, I hereby declare JOHN COTTER duly elected as Warden for No. 6 Ward of the Manchester Road Board. (142, 178, 270, 223)
land-text: Tenders are invited for the Lease for Thirty Years of the Napier Corporation Endowment Reserve of 2000 Acres, situated near the rising Township of Woodville, on the following advantageous terms, viz.:— Upset rental for the first 10 years, £100; 50 per cent advance for the second 10 years; 100 per cent advance on first price for the third ten years. Improvements at valuation to an amount not exceeding £2000 to be allowed on termination of lease. Lessees not to be required to contribute for fencing. Rates and taxes to be paid by Lessee. Rent to be paid within 21 days of due date in advance. Tenders will be received up to noon of MONDAY, the 3rd of September, 1883. (278, 76, 412, 219)
article-paragraph: Arrived—Ships Ariston, from Lyttelton (April 14); Suikirkshire, Lyttelton (April 14); Aurora, Timaru (April 21); Sam Mendel, Lyttelton (April 18). (6, 239, 134, 274)
woodville-examiner: THE Woodville Examiner, (164, 860, 248, 885)
weather-heading: WEATHER FORECAST. (24, 717, 116, 727)
dress-department: Dress Department. (435, 377, 541, 393)
choice-perfumery: CHOICE PERFUMERY REMINGTON'S SQUARE. (278, 945, 412, 969)
borough-title: BOROUGH OF PALMERSTON NORTH. (148, 934, 264, 953)
tenders-header: Tenders (564, 36, 694, 46)
bon-marche: BON MARCHE, (853, 734, 953, 765)
cable-news-title: CABLE NEWS. (37, 36, 103, 59)
goodall-title: GOODALL'S HOUSEHOLD SPECIALTIES. (577, 242, 681, 261)
artistic-photography: ARTISTIC PHOTOGRAPHY, (988, 892, 1096, 902)
patent-medicines: PATENT MEDICINES. REMINGTON'S SQUARE. (278, 553, 412, 577)
price-list: Grey Calicoes from 1s 11d, 2s 6d, 3s, per dozen. White Calicoes 3s 6d per dozen. White Twilled Sheeting 1s 4d per yard. Unbleached Twill Sheeting 11d per yard. White Plain do. 1s 7½d per yard. P. Handkerchiefs, col. bdrs., for 3d each, worth 4½d. Gents' Handkerchiefs, col. bdrs., for 6d worth 9d. Blankets 12s 6d, 13s 6d, 16s 6d, 19s 6d, 23s 6d, 25s 6d per pair. Grey Blankets at 17s 6d per pair. Opossum Rugs at 24s 6d. Travelling Rugs at 8s 6d. Colored Bed Rugs at 4s 6d. 8-4 Honey-comb Quilts for 5s 6d each worth 7s 6d. 10-4 Honey-comb Quilts for 6s 6d each, worth 9s 6d. 11-4 Honey-comb Quilts for 7s 6d each, worth 11s 6d. Honey Comb Towels 4½d, 7½d, and 11½d. Patent Reversible Alhambra Quilts 22s 6d each, worth 30s. Hemp Carpet at 1s per yard, worth 1s 6d. Felt Carpet at 2s 9d per yard, worth 3s 6d. Kidder Carpet at 3s per yard, worth 4s 6d. All-wool Damask at 3s 6d per yard, worth 4s 6d. Union Damask at 2s 6d per yard, worth 3s 6d. (420, 120, 556, 307)
column-snelson: G. M. SNELSON Jordan's Horse Bazaar. SATURDAY, JULY 28th, 1883, At 1.30 p.m. G. M. SNELSON will sell as above— 3 superior draught horses, very powerful and good at any work. 4 unbroken draught horses. 8 excellent trap horses, good steppers. 7 to 10 good useful hacks. 13 to 20 unbroken horses, and other stock to come forward. The Auctioneer would direct the attention of railway contractors to the heavy horses. LIST OF PROPERTIES FOR SALE, BY THE UNDERSIGNED. 130 Acres of high, dry land, Rai-ranga Block. 99 Acres Improved land same locality. 70 Acres of highly improved land with dwelling-house, on the Borough boundary. 306 Acres bush land, Fitzherbert district. 20 Acres ditto, near new railway bridge. 3 10-Acre sections Palmerston Borough. 1 1/4 Acre do. do. 1 Acre 5 roomed dwelling and 1/4 acre of good garden land, pleasantly situated. A five-roomed house and section of land, Tanuhu-street. A commodious house and one acre land, Main-street. 9 Building sites in Victoria, Main and Broad-streets. 5 Building sites 40 feet frontage to Main-street. FOR LEASE. 2 Business sites, each 33 feet frontage next to Town Hall. 10 Building plots Rangitikei-street. For terms and particulars, Apply to G. M. SNELSON, Auctioneer. GRATEFUL—COMFORTING. EPP'S COCOA. BREAKFAST. "By a thorough knowledge of the natural laws which govern the operation of digestion and nutrition, and by a careful application of the fine properties of well-selected cocoa, Mr Epps has provided our breakfast tables with a delicately-flavoured beverage which may save us many heavy doctor's bills. It is by the judicious use of such articles of diet that a constitution may be gradually built up until strong enough to resist every tendency to disease. Hundreds of subtle maladies are floating around us ready to attack wherever there is a weak point. We may escape many a fatal shaft by keeping ourselves well fortified with pure blood and a properly nourished frame."—See article in the Civil Service Gazette. Made simply with boiling water or milk. Sold only in packets, labelled— James Epps, & Co., HOMŒOPATHIC CHEMISTS, LONDON. Also makers of Epps's Chocolate Essence. NEW SADDLERY ESTABLISHMENT, NEXT THE FORESTERS' HALL, THE SQUARE. D. PRINGLE, Of the Hutt, Wellington, has opened the above, and would beg to Solicit a share of Support from the Palmerston Public, and surrounding Districts. Saddles, Bridles, Harness, and everything connected with the trade supplied at lowest prices. Quality unsurpassed. Call and see for yourselves. Note the Address— Next Foresters' Hall, the Square, Palmerston North. NEW BAKERY AND CONFECTIONERY. NEXT THE "BON MARCHE, THE SQUARE, PALMERSTON NORTH. J. D. FRASER, having commenced business as above, trusts by strictly attending to business, and keeping in Stock ONLY PURE Confectionery, and Bread of the best quality, to secure a share of the Public Support. Balls, Parties, Suppers, Pic-nics, and all Public Entertainments supplied on the shortest notice. Jellies, Blanc Manges, Ices, Creams, &c. made up to order. Note the Address— J. D. FRASER, Pastry Cook & Confectioner, next the "Bon Marche", The Square P. K. WATT, FINANCIAL AND COMMISSION AGENT, VALUER, &c., &c. Old Supreme Court Buildings, WELLINGTON. (702, 36, 830, 1022)
business-header: Business Announcements. (420, 36, 556, 46)
palmerston-butchery: PALMERSTON BUTCHERY. (291, 336, 399, 346)
bushfelling-text: Tenders wanted for Felling One Hundred Acres of Bush, in one or more sections, on the Ashurst Road. Apply to J. GARLIC, Care of Andrew Garlic, Feilding. (564, 58, 694, 94)
column-cable-news (6, 36, 134, 1484)
public-notice-sig: L. G. WEST, Secretary (pro tem). (182, 337, 270, 345)
bi-weekly: Bi-Weekly Newspaper, (143, 893, 269, 909)
stevens-gorton: STEVENS & GORTON. (850, 37, 956, 48)
hay-text: HAY of Excellent Quality, and carefully saved, in quantities of one ton and upwards. Apply, STANDARD Office. (564, 548, 694, 575)
woodville-text: WILL BE PUBLISHED ON, OR ABOUT WEDNESDAY, AUGUST 1st, 1883. (150, 908, 262, 925)
annual-sale: ANNUAL SALE. (158, 487, 254, 503)
final-notice-title: FINAL NOTICE, (175, 47, 237, 57)
column-divider (560, 36, 561, 1484)
masthead (0, 0, 1114, 30)
stevens-items: At the Palmerston Wool and Produce Stores, Rangitikei Street. Fencing wire Nos., 6, 7, 8. 4 barb galvanised American. 2 barb black. Staples. 20 tons potatoes. Feed oats. Seed oats (very superior). Chaff. Grass seed &c., &c. (838, 88, 968, 142)
misc-header: Miscellaneous. (278, 36, 412, 46)
city-text: Opposite the Union Bank, THE SQUARE, PALMERSTON NORTH. STEWART & Co. PROPRIETORS. FAMILIES supplied with nothing but the Primest Beef, Pork, and Veal. ALSO Spiced Beef and Small Goods always on hand, or to order. (278, 1046, 412, 1099)
james-edwards: JAMES EDWARDS, (1010, 1026, 1074, 1035)
macdonald-text: SURGICAL BELT, AND STAY MAKER (OF WELLINGTON,) HAS appointed Mrs J. B. Hamilton of Palmerston North, HER AGENT, from whom all information can be OBTAINED, And through whom any required Appliances can be PROCURED. Surgical Belts and Stays of all descriptions, Support and Truss Belts Obstetric Binders, Riding Stays, Chest Expanders, and Ladies' Corsets of Every Variety (838, 361, 968, 450)
notice-sig: J. HERBERT HANKINS. A. SOUTHEY BAKER. Palmerston North, 23rd July, 1883 (155, 577, 270, 594)
